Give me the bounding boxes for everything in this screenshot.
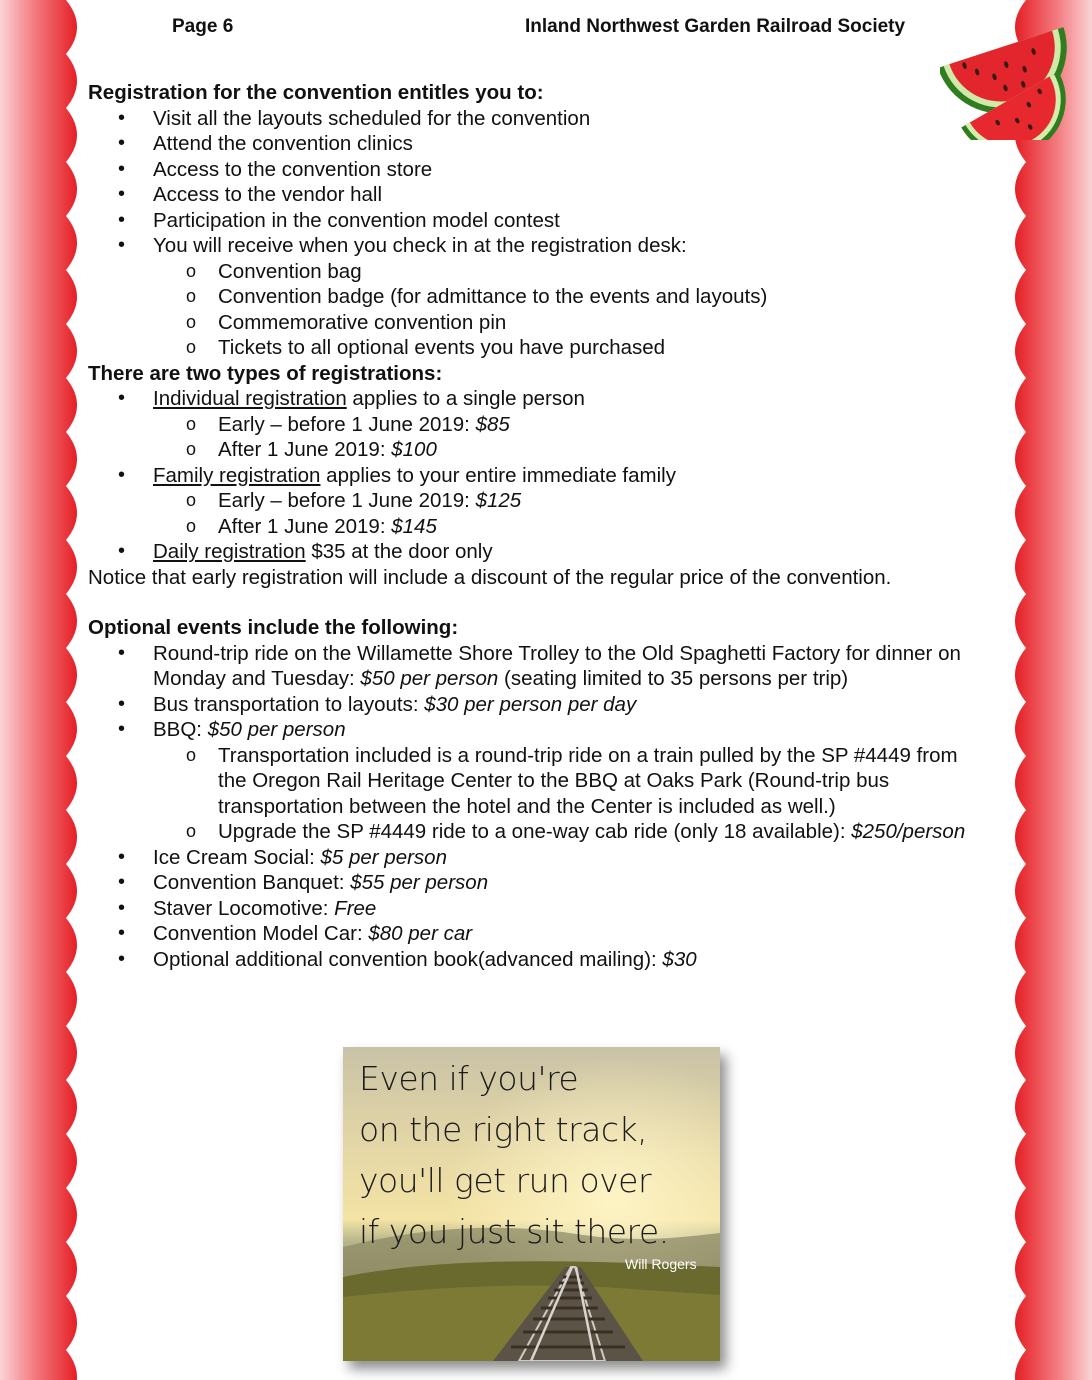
list-item [88,386,988,463]
list-item [88,641,988,692]
event-text: Round-trip ride on the Willamette Shore Trolley to the Old Spaghetti Factory for dinner on Monday and Tuesday: [153,641,961,690]
list-item [88,896,988,922]
event-price: $30 per person per day [424,692,637,716]
list-item [88,539,988,565]
list-item: • Visit all the layouts scheduled for the convention [88,106,988,132]
sub-item [88,412,988,438]
optional-heading: Optional events include the following: [88,616,459,639]
price-value: $100 [391,438,437,461]
quote-line: on the right track, [359,1110,648,1149]
daily-label: Daily registration [153,540,306,563]
list-item: • Access to the vendor hall [88,182,988,208]
event-price: $55 per person [350,871,489,894]
daily-text: $35 at the door only [305,540,493,563]
list-item: • Attend the convention clinics [88,131,988,157]
event-text: Staver Locomotive: [153,896,335,920]
left-wavy-border [0,0,80,1380]
price-label: Early – before 1 June 2019: [218,412,476,436]
quote-line: you'll get run over [359,1161,652,1200]
page-content [88,80,988,972]
event-price: $80 per car [368,922,473,945]
right-wavy-border [1010,0,1092,1380]
spacer [88,590,988,615]
family-text: applies to your entire immediate family [320,463,676,487]
event-text: Upgrade the SP #4449 ride to a one-way cab ride (only 18 available): [218,820,852,843]
list-item [88,947,988,973]
price-label: Early – before 1 June 2019: [218,489,476,512]
sub-item [88,819,988,845]
list-item [88,845,988,871]
sub-item: o Tickets to all optional events you have purchased [88,335,988,361]
list-item [88,463,988,540]
types-heading: There are two types of registrations: [88,361,443,385]
list-item [88,870,988,896]
list-item [88,921,988,947]
sub-item: o Convention badge (for admittance to the events and layouts) [88,284,988,310]
event-price: $250/person [851,820,966,843]
checkin-list [153,259,988,361]
quote-line: Even if you're [359,1059,579,1098]
sub-item [88,488,988,514]
sub-item: o Commemorative convention pin [88,310,988,336]
event-price: Free [334,896,377,920]
individual-label: Individual registration [153,387,347,410]
event-text: Optional additional convention book(advanced mailing): [153,947,663,971]
event-price: $50 per person [207,718,346,741]
checkin-intro: You will receive when you check in at the registration desk: [153,234,687,257]
price-value: $85 [475,412,510,436]
event-text: Convention Banquet: [153,871,351,894]
organization-name: Inland Northwest Garden Railroad Society [525,16,906,37]
registration-types-list [88,386,988,565]
list-item [88,692,988,718]
entitles-list [88,106,988,361]
event-note: (seating limited to 35 persons per trip) [498,667,849,690]
page-number: Page 6 [172,16,234,37]
price-value: $145 [391,514,437,538]
quote-line: if you just sit there. [359,1212,669,1251]
entitles-heading: Registration for the convention entitles you to: [88,81,544,104]
event-text: Bus transportation to layouts: [153,692,425,716]
sub-item: o Transportation included is a round-trip ride on a train pulled by the SP #4449 from the Oregon Rail Heritage Center to the BBQ at Oaks Park (Round-trip bus transportation between the hotel and the Center is included as well.) [88,743,988,820]
page-header [0,16,1092,42]
quote-poster [343,1047,720,1361]
event-price: $5 per person [320,845,447,869]
quote-author: Will Rogers [625,1256,697,1272]
event-text: BBQ: [153,718,208,741]
list-item: • Participation in the convention model contest [88,208,988,234]
individual-text: applies to a single person [346,387,585,410]
event-text: Ice Cream Social: [153,845,321,869]
notice-text: Notice that early registration will include a discount of the regular price of the convention. [88,565,892,589]
event-text: Convention Model Car: [153,922,369,945]
list-item [88,717,988,845]
family-prices [153,488,988,539]
event-price: $50 per person [360,667,499,690]
sub-item: o Convention bag [88,259,988,285]
list-item [88,233,988,361]
quote-text [359,1053,709,1257]
bbq-details [153,743,988,845]
family-label: Family registration [153,463,321,487]
price-label: After 1 June 2019: [218,514,392,538]
individual-prices [153,412,988,463]
list-item: • Access to the convention store [88,157,988,183]
event-price: $30 [662,947,697,971]
optional-events-list [88,641,988,973]
price-label: After 1 June 2019: [218,438,392,461]
price-value: $125 [475,489,522,512]
sub-item [88,437,988,463]
sub-item [88,514,988,540]
